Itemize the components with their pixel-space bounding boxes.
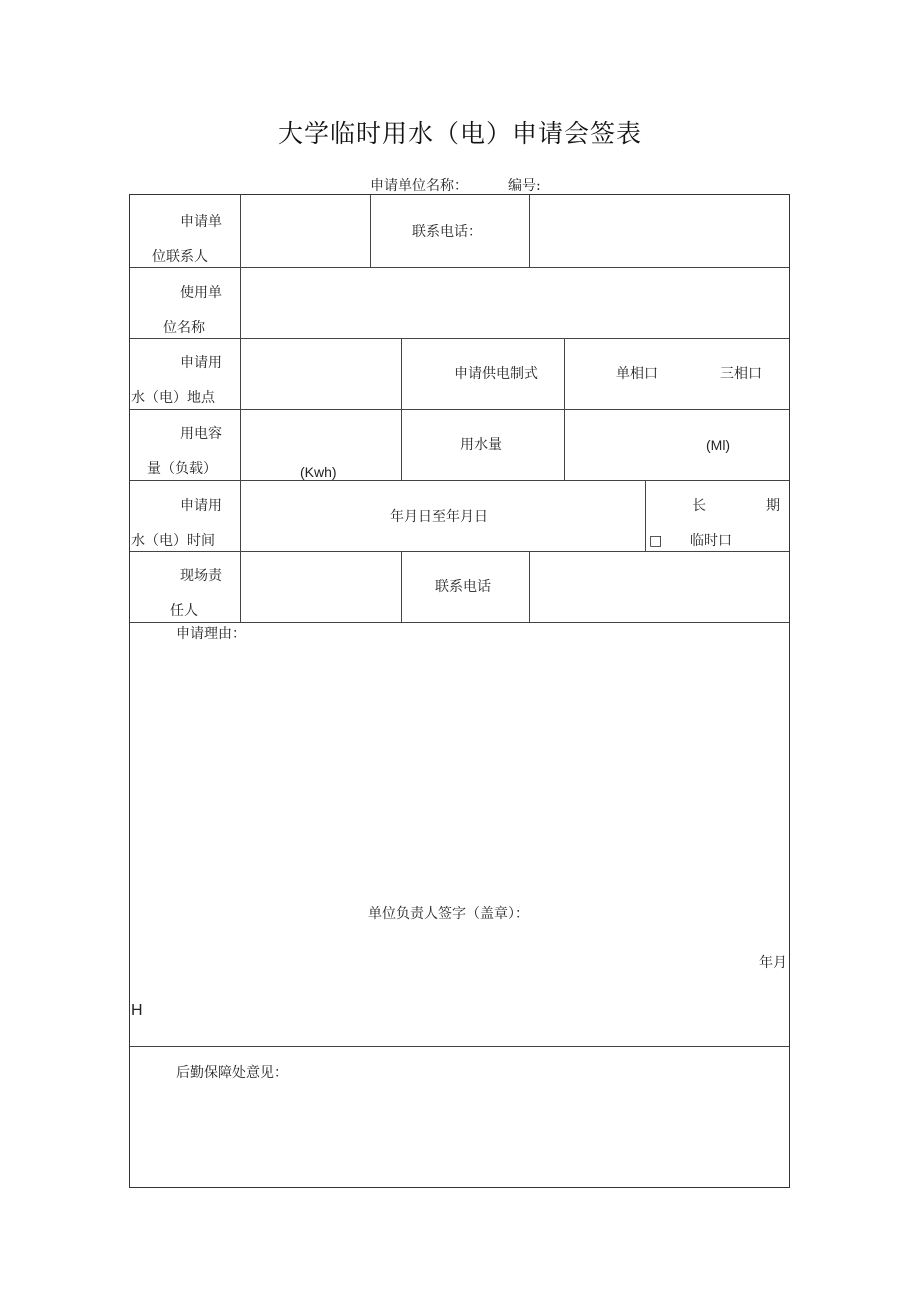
duration-label-line1: 申请用	[180, 498, 222, 514]
signature-date-day: H	[131, 1002, 143, 1019]
site-manager-label-line2: 任人	[170, 603, 198, 619]
location-label-line1: 申请用	[180, 355, 222, 371]
supply-type-label: 申请供电制式	[454, 366, 538, 382]
contact-person-label-line1: 申请单	[180, 214, 222, 230]
subheader	[370, 175, 541, 195]
site-manager-label-line1: 现场责	[180, 568, 222, 584]
user-unit-label-line2: 位名称	[163, 320, 205, 336]
application-form	[129, 194, 790, 1188]
signature-label: 单位负责人签字（盖章）：	[368, 906, 529, 922]
capacity-label-line1: 用电容	[180, 426, 222, 442]
power-unit: (Kwh)	[300, 464, 337, 480]
page-title: 大学临时用水（电）申请会签表	[277, 119, 642, 148]
user-unit-label-line1: 使用单	[180, 285, 222, 301]
signature-date-partial: 年月	[759, 955, 787, 971]
water-amount-label: 用水量	[460, 437, 502, 453]
reason-label: 申请理由：	[176, 626, 246, 642]
temporary-checkbox[interactable]: 临时口	[690, 533, 732, 549]
water-unit: (Ml)	[706, 437, 731, 453]
contact-person-label-line2: 位联系人	[152, 249, 208, 265]
logistics-opinion-label: 后勤保障处意见：	[176, 1065, 288, 1081]
three-phase-checkbox[interactable]: 三相口	[720, 366, 762, 382]
long-term-a: 长	[692, 498, 706, 514]
contact-phone-label: 联系电话：	[412, 224, 482, 240]
unit-name-label: 申请单位名称：	[370, 178, 468, 194]
number-label: 编号:	[508, 178, 541, 194]
capacity-label-line2: 量（负载）	[147, 461, 217, 477]
location-label-line2: 水（电）地点	[131, 390, 215, 406]
duration-label-line2: 水（电）时间	[131, 533, 215, 549]
long-term-b: 期	[766, 498, 780, 514]
site-phone-label: 联系电话	[435, 579, 491, 595]
single-phase-checkbox[interactable]: 单相口	[616, 366, 658, 382]
date-range: 年月日至年月日	[390, 509, 488, 525]
long-term-checkbox[interactable]: □	[649, 533, 663, 549]
